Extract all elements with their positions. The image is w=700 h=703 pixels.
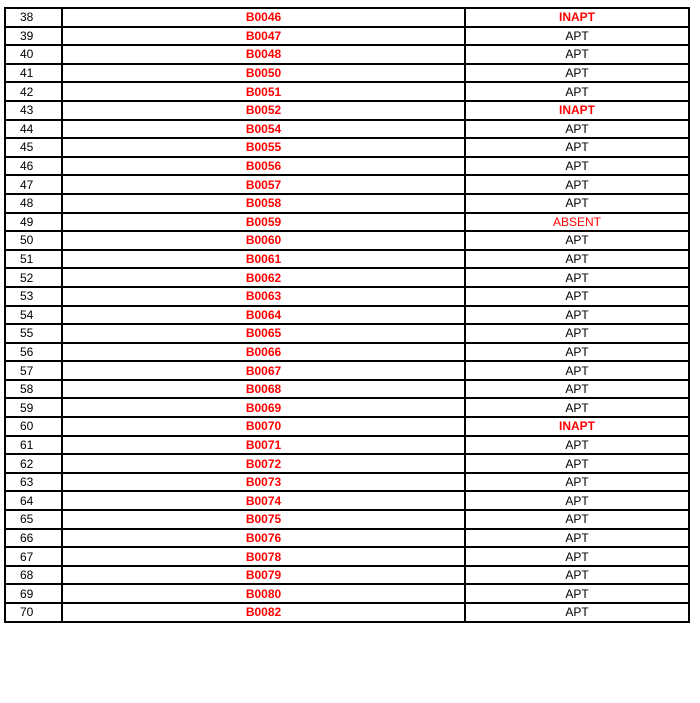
candidate-code-cell: B0065 bbox=[62, 324, 465, 343]
row-number-cell: 51 bbox=[5, 250, 62, 269]
row-number-cell: 62 bbox=[5, 454, 62, 473]
status-cell: APT bbox=[465, 250, 689, 269]
table-row bbox=[5, 566, 689, 585]
status-cell: APT bbox=[465, 138, 689, 157]
status-cell: INAPT bbox=[465, 101, 689, 120]
status-cell: APT bbox=[465, 361, 689, 380]
candidate-code-cell: B0059 bbox=[62, 213, 465, 232]
table-row bbox=[5, 8, 689, 27]
table-row bbox=[5, 306, 689, 325]
candidate-code-cell: B0079 bbox=[62, 566, 465, 585]
status-cell: INAPT bbox=[465, 417, 689, 436]
status-cell: APT bbox=[465, 473, 689, 492]
row-number-cell: 43 bbox=[5, 101, 62, 120]
row-number-cell: 60 bbox=[5, 417, 62, 436]
table-row bbox=[5, 454, 689, 473]
row-number-cell: 65 bbox=[5, 510, 62, 529]
status-cell: APT bbox=[465, 306, 689, 325]
status-cell: APT bbox=[465, 436, 689, 455]
results-sheet bbox=[4, 7, 688, 623]
status-cell: APT bbox=[465, 175, 689, 194]
candidate-code-cell: B0074 bbox=[62, 491, 465, 510]
table-row bbox=[5, 529, 689, 548]
candidate-code-cell: B0062 bbox=[62, 268, 465, 287]
results-table-body bbox=[5, 8, 689, 622]
row-number-cell: 61 bbox=[5, 436, 62, 455]
status-cell: APT bbox=[465, 157, 689, 176]
table-row bbox=[5, 138, 689, 157]
row-number-cell: 50 bbox=[5, 231, 62, 250]
row-number-cell: 58 bbox=[5, 380, 62, 399]
row-number-cell: 49 bbox=[5, 213, 62, 232]
status-cell: APT bbox=[465, 45, 689, 64]
table-row bbox=[5, 27, 689, 46]
row-number-cell: 41 bbox=[5, 64, 62, 83]
row-number-cell: 52 bbox=[5, 268, 62, 287]
table-row bbox=[5, 175, 689, 194]
status-cell: APT bbox=[465, 343, 689, 362]
candidate-code-cell: B0078 bbox=[62, 547, 465, 566]
table-row bbox=[5, 510, 689, 529]
table-row bbox=[5, 584, 689, 603]
row-number-cell: 42 bbox=[5, 82, 62, 101]
status-cell: INAPT bbox=[465, 8, 689, 27]
status-cell: ABSENT bbox=[465, 213, 689, 232]
table-row bbox=[5, 213, 689, 232]
status-cell: APT bbox=[465, 82, 689, 101]
results-table bbox=[4, 7, 690, 623]
candidate-code-cell: B0071 bbox=[62, 436, 465, 455]
row-number-cell: 53 bbox=[5, 287, 62, 306]
row-number-cell: 39 bbox=[5, 27, 62, 46]
table-row bbox=[5, 398, 689, 417]
row-number-cell: 44 bbox=[5, 120, 62, 139]
candidate-code-cell: B0082 bbox=[62, 603, 465, 622]
status-cell: APT bbox=[465, 324, 689, 343]
candidate-code-cell: B0066 bbox=[62, 343, 465, 362]
row-number-cell: 45 bbox=[5, 138, 62, 157]
candidate-code-cell: B0067 bbox=[62, 361, 465, 380]
row-number-cell: 48 bbox=[5, 194, 62, 213]
status-cell: APT bbox=[465, 566, 689, 585]
row-number-cell: 38 bbox=[5, 8, 62, 27]
candidate-code-cell: B0047 bbox=[62, 27, 465, 46]
table-row bbox=[5, 343, 689, 362]
row-number-cell: 47 bbox=[5, 175, 62, 194]
table-row bbox=[5, 380, 689, 399]
table-row bbox=[5, 417, 689, 436]
row-number-cell: 46 bbox=[5, 157, 62, 176]
row-number-cell: 59 bbox=[5, 398, 62, 417]
row-number-cell: 69 bbox=[5, 584, 62, 603]
table-row bbox=[5, 473, 689, 492]
status-cell: APT bbox=[465, 231, 689, 250]
candidate-code-cell: B0052 bbox=[62, 101, 465, 120]
table-row bbox=[5, 45, 689, 64]
status-cell: APT bbox=[465, 547, 689, 566]
row-number-cell: 63 bbox=[5, 473, 62, 492]
candidate-code-cell: B0058 bbox=[62, 194, 465, 213]
table-row bbox=[5, 547, 689, 566]
candidate-code-cell: B0072 bbox=[62, 454, 465, 473]
table-row bbox=[5, 101, 689, 120]
table-row bbox=[5, 361, 689, 380]
candidate-code-cell: B0069 bbox=[62, 398, 465, 417]
candidate-code-cell: B0063 bbox=[62, 287, 465, 306]
table-row bbox=[5, 603, 689, 622]
status-cell: APT bbox=[465, 64, 689, 83]
candidate-code-cell: B0068 bbox=[62, 380, 465, 399]
table-row bbox=[5, 491, 689, 510]
table-row bbox=[5, 82, 689, 101]
status-cell: APT bbox=[465, 529, 689, 548]
table-row bbox=[5, 194, 689, 213]
candidate-code-cell: B0075 bbox=[62, 510, 465, 529]
candidate-code-cell: B0048 bbox=[62, 45, 465, 64]
status-cell: APT bbox=[465, 603, 689, 622]
status-cell: APT bbox=[465, 27, 689, 46]
table-row bbox=[5, 324, 689, 343]
table-row bbox=[5, 268, 689, 287]
candidate-code-cell: B0051 bbox=[62, 82, 465, 101]
row-number-cell: 70 bbox=[5, 603, 62, 622]
row-number-cell: 54 bbox=[5, 306, 62, 325]
row-number-cell: 64 bbox=[5, 491, 62, 510]
candidate-code-cell: B0056 bbox=[62, 157, 465, 176]
row-number-cell: 66 bbox=[5, 529, 62, 548]
candidate-code-cell: B0061 bbox=[62, 250, 465, 269]
status-cell: APT bbox=[465, 268, 689, 287]
candidate-code-cell: B0055 bbox=[62, 138, 465, 157]
row-number-cell: 55 bbox=[5, 324, 62, 343]
status-cell: APT bbox=[465, 491, 689, 510]
candidate-code-cell: B0080 bbox=[62, 584, 465, 603]
table-row bbox=[5, 157, 689, 176]
candidate-code-cell: B0073 bbox=[62, 473, 465, 492]
candidate-code-cell: B0050 bbox=[62, 64, 465, 83]
row-number-cell: 67 bbox=[5, 547, 62, 566]
candidate-code-cell: B0057 bbox=[62, 175, 465, 194]
status-cell: APT bbox=[465, 584, 689, 603]
status-cell: APT bbox=[465, 398, 689, 417]
row-number-cell: 56 bbox=[5, 343, 62, 362]
status-cell: APT bbox=[465, 380, 689, 399]
table-row bbox=[5, 231, 689, 250]
table-row bbox=[5, 64, 689, 83]
row-number-cell: 40 bbox=[5, 45, 62, 64]
candidate-code-cell: B0060 bbox=[62, 231, 465, 250]
candidate-code-cell: B0046 bbox=[62, 8, 465, 27]
candidate-code-cell: B0064 bbox=[62, 306, 465, 325]
table-row bbox=[5, 436, 689, 455]
table-row bbox=[5, 120, 689, 139]
status-cell: APT bbox=[465, 510, 689, 529]
candidate-code-cell: B0076 bbox=[62, 529, 465, 548]
candidate-code-cell: B0070 bbox=[62, 417, 465, 436]
status-cell: APT bbox=[465, 120, 689, 139]
status-cell: APT bbox=[465, 194, 689, 213]
table-row bbox=[5, 287, 689, 306]
candidate-code-cell: B0054 bbox=[62, 120, 465, 139]
table-row bbox=[5, 250, 689, 269]
status-cell: APT bbox=[465, 287, 689, 306]
status-cell: APT bbox=[465, 454, 689, 473]
row-number-cell: 57 bbox=[5, 361, 62, 380]
row-number-cell: 68 bbox=[5, 566, 62, 585]
